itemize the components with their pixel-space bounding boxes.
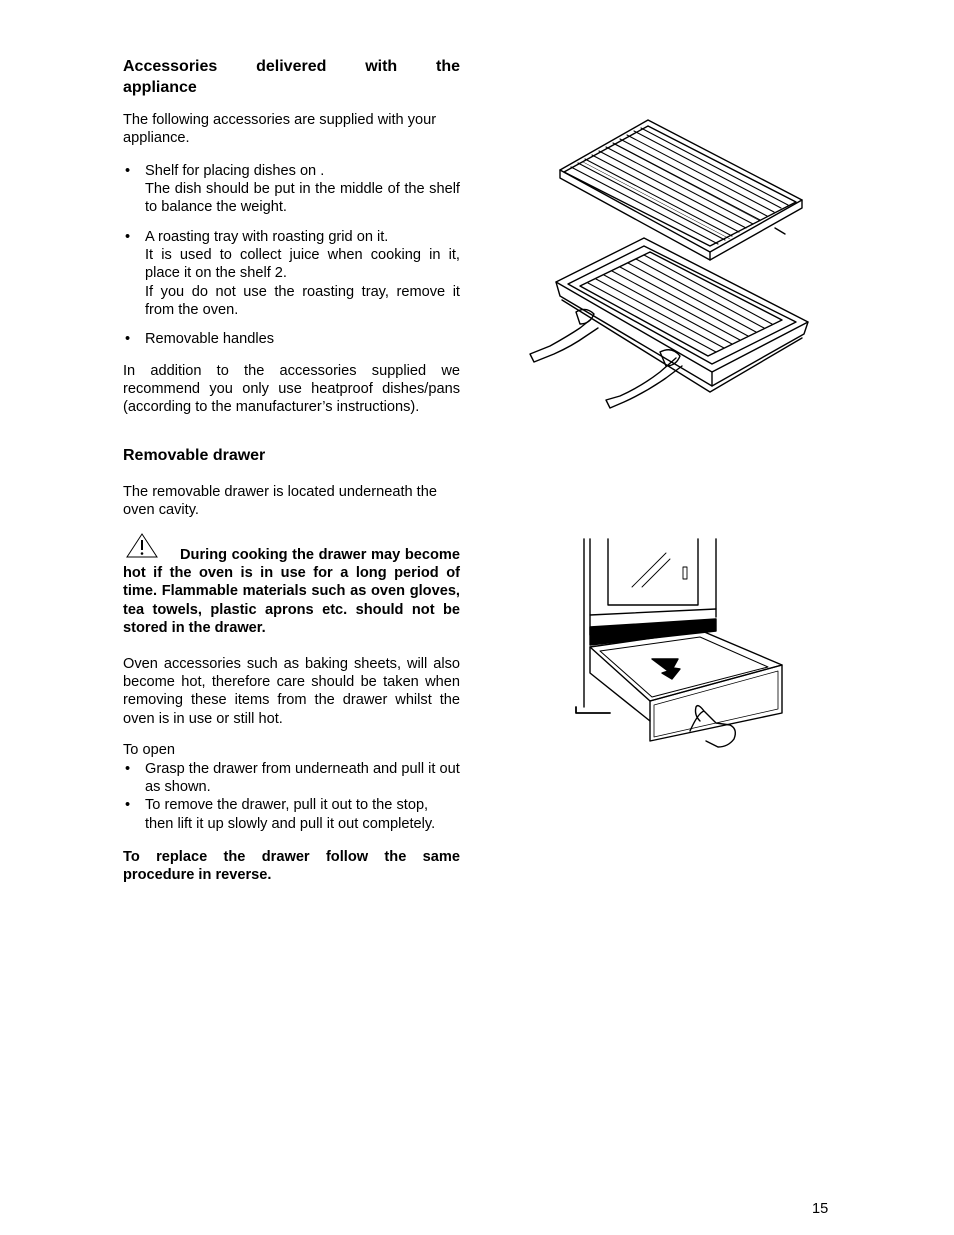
drawer-hot-note: Oven accessories such as baking sheets, will also become hot, therefore care should be taken when removing these items from the drawer whilst the oven is in use or still hot. [123, 656, 460, 727]
removable-handles-illustration [530, 309, 682, 408]
warning-triangle-icon [126, 533, 158, 559]
page-number: 15 [812, 1201, 829, 1217]
replace-note: To replace the drawer follow the same procedure in reverse. [123, 849, 460, 884]
tray-detail-2: If you do not use the roasting tray, remove it from the oven. [145, 283, 460, 318]
list-item-tray [123, 228, 460, 319]
pull-arrow-icon [652, 659, 680, 679]
hand-illustration [690, 706, 735, 747]
tray-title: • A roasting tray with roasting grid on it. [145, 229, 389, 245]
accessories-list-shelf [123, 162, 460, 217]
list-item-handles: • Removable handles [123, 330, 460, 348]
list-item-shelf [123, 162, 460, 217]
warning-text: During cooking the drawer may become hot if the oven is in use for a long period of time. Flammable materials such as oven gloves, tea towels, plastic aprons etc. should not be stored in the drawer. [123, 547, 460, 636]
shelf-grid-illustration [560, 120, 802, 260]
shelf-detail: The dish should be put in the middle of the shelf to balance the weight. [145, 181, 460, 216]
accessories-recommend: In addition to the accessories supplied we recommend you only use heatproof dishes/pans (according to the manufacturer’s instructions). [123, 363, 460, 416]
accessories-heading-line1: Accessories delivered with the [123, 58, 460, 75]
tray-detail-1: It is used to collect juice when cooking in it, place it on the shelf 2. [145, 247, 460, 282]
warning-block [123, 533, 460, 637]
drawer-steps [123, 760, 460, 833]
drawer-heading: Removable drawer [123, 447, 266, 464]
oven-door-window-illustration [608, 539, 698, 605]
drawer-box-illustration [590, 631, 782, 741]
shelf-title: • Shelf for placing dishes on . [145, 163, 325, 179]
drawer-intro: The removable drawer is located underneath the oven cavity. [123, 484, 437, 519]
drawer-step-2: • To remove the drawer, pull it out to the stop, then lift it up slowly and pull it out completely. [123, 796, 460, 832]
to-open-label: To open [123, 742, 175, 758]
accessories-list-tray [123, 228, 460, 319]
shelf-and-tray-illustration [520, 110, 820, 410]
drawer-illustration [570, 535, 790, 755]
accessories-list-handles [123, 330, 460, 348]
accessories-intro: The following accessories are supplied with your appliance. [123, 112, 437, 147]
drawer-step-1: • Grasp the drawer from underneath and pull it out as shown. [123, 760, 460, 796]
accessories-heading-line2: appliance [123, 79, 197, 96]
